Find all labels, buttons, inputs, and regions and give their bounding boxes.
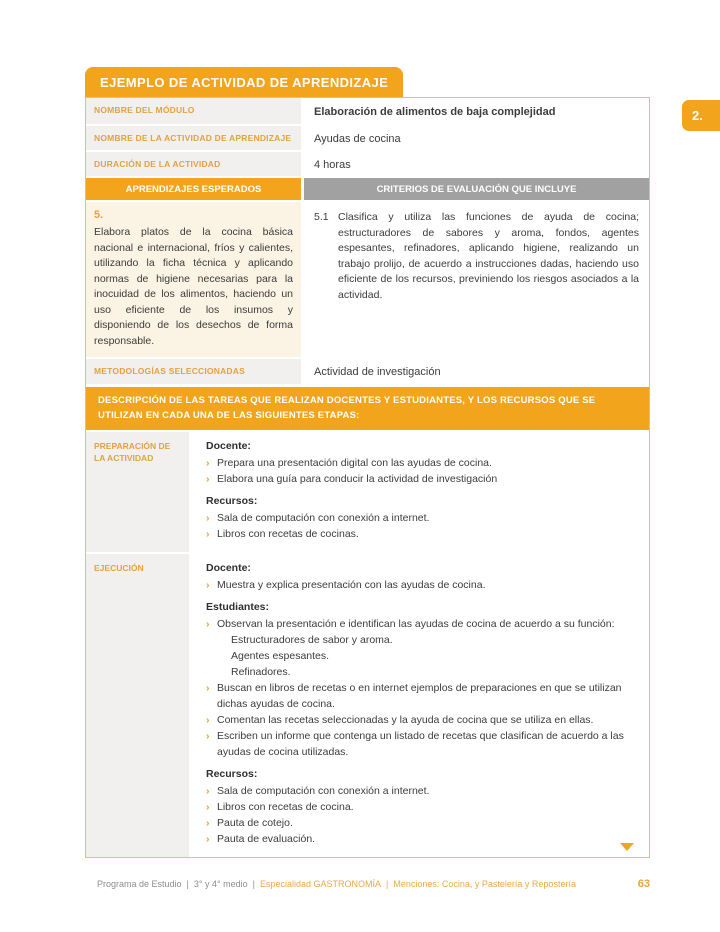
chevron-bullet-icon: ›: [206, 473, 210, 485]
execution-stage-label: EJECUCIÓN: [86, 554, 189, 857]
criterion-text: Clasifica y utiliza las funciones de ayuda de cocina; estructuradores de sabores y aroma, fondos, agentes espesantes, refinadores, aplicando higiene, realizando un trabajo prolijo, de acuerdo a instrucciones dadas, haciendo uso eficiente de los recursos, previniendo los riesgos asociados a la actividad.: [338, 211, 639, 301]
table-row: [86, 357, 649, 384]
table-header-row: [86, 176, 649, 200]
list-item: › Prepara una presentación digital con las ayudas de cocina.: [206, 457, 492, 469]
chapter-number: 2.: [692, 108, 703, 123]
footer-mentions: Menciones: Cocina, y Pastelería y Repostería: [393, 879, 576, 889]
activity-table: [85, 97, 650, 858]
execution-stage-row: [86, 552, 649, 857]
sub-list-item: Estructuradores de sabor y aroma.: [231, 634, 393, 646]
chevron-bullet-icon: ›: [206, 785, 210, 797]
chevron-bullet-icon: ›: [206, 528, 210, 540]
methodologies-label: METODOLOGÍAS SELECCIONADAS: [86, 359, 301, 384]
learning-content-row: [86, 200, 649, 357]
list-item: › Pauta de evaluación.: [206, 833, 316, 845]
chevron-bullet-icon: ›: [206, 833, 210, 845]
docente-heading: Docente:: [206, 440, 251, 452]
chevron-bullet-icon: ›: [206, 457, 210, 469]
table-row: [86, 124, 649, 150]
chevron-bullet-icon: ›: [206, 682, 210, 694]
preparation-stage-body: [189, 432, 649, 552]
table-row: [86, 98, 649, 124]
duration-value: 4 horas: [301, 152, 649, 176]
list-item: › Sala de computación con conexión a internet.: [206, 785, 430, 797]
criterion-cell: [301, 202, 649, 357]
docente-heading: Docente:: [206, 562, 251, 574]
list-item: › Buscan en libros de recetas o en internet ejemplos de preparaciones en que se utilizan dichas ayudas de cocina.: [206, 682, 622, 710]
footer-separator: |: [386, 879, 389, 889]
list-item: › Pauta de cotejo.: [206, 817, 293, 829]
expected-learnings-header: APRENDIZAJES ESPERADOS: [86, 178, 301, 200]
list-item: › Libros con recetas de cocina.: [206, 801, 354, 813]
objective-text: Elabora platos de la cocina básica nacional e internacional, fríos y calientes, utilizando la ficha técnica y aplicando normas de higiene necesarias para la inocuidad de los alimentos, haciendo un uso eficiente de los insumos y disponiendo de los desechos de forma responsable.: [94, 226, 293, 347]
list-item: › Escriben un informe que contenga un listado de recetas que clasifican de acuerdo a las ayudas de cocina utilizadas.: [206, 730, 624, 758]
footer-separator: |: [252, 879, 255, 889]
page-footer: [97, 878, 650, 890]
duration-label: DURACIÓN DE LA ACTIVIDAD: [86, 152, 301, 176]
sub-list-item: Agentes espesantes.: [231, 650, 330, 662]
module-name-value: Elaboración de alimentos de baja complejidad: [301, 98, 649, 124]
list-item: › Muestra y explica presentación con las ayudas de cocina.: [206, 579, 486, 591]
page-number: 63: [637, 878, 650, 890]
footer-specialty: Especialidad GASTRONOMÍA: [259, 879, 382, 889]
list-item: › Sala de computación con conexión a internet.: [206, 512, 430, 524]
module-name-label: NOMBRE DEL MÓDULO: [86, 98, 301, 124]
recursos-heading: Recursos:: [206, 768, 258, 780]
estudiantes-heading: Estudiantes:: [206, 601, 270, 613]
list-item: › Elabora una guía para conducir la actividad de investigación: [206, 473, 498, 485]
footer-program: Programa de Estudio: [97, 879, 182, 889]
chevron-bullet-icon: ›: [206, 730, 210, 742]
methodologies-value: Actividad de investigación: [301, 359, 649, 384]
list-item: › Comentan las recetas seleccionadas y la ayuda de cocina que se utiliza en ellas.: [206, 714, 594, 726]
chevron-bullet-icon: ›: [206, 579, 210, 591]
execution-stage-body: [189, 554, 649, 857]
activity-name-label: NOMBRE DE LA ACTIVIDAD DE APRENDIZAJE: [86, 126, 301, 150]
list-item: › Observan la presentación e identifican las ayudas de cocina de acuerdo a su función:: [206, 618, 615, 630]
objective-cell: [86, 202, 301, 357]
activity-example-title: EJEMPLO DE ACTIVIDAD DE APRENDIZAJE: [85, 67, 403, 97]
tasks-description-banner: DESCRIPCIÓN DE LAS TAREAS QUE REALIZAN DOCENTES Y ESTUDIANTES, Y LOS RECURSOS QUE SE UTILIZAN EN CADA UNA DE LAS SIGUIENTES ETAPAS:: [86, 384, 649, 430]
activity-table-wrap: [85, 97, 650, 858]
list-item: › Libros con recetas de cocinas.: [206, 528, 359, 540]
table-row: [86, 150, 649, 176]
chevron-bullet-icon: ›: [206, 618, 210, 630]
preparation-stage-label: PREPARACIÓN DE LA ACTIVIDAD: [86, 432, 189, 552]
chevron-bullet-icon: ›: [206, 801, 210, 813]
footer-separator: |: [186, 879, 189, 889]
page-continues-icon: [620, 843, 634, 851]
chapter-bookmark-tab: [682, 100, 720, 131]
activity-name-value: Ayudas de cocina: [301, 126, 649, 150]
criterion-number: 5.1: [314, 211, 329, 223]
page-content: [85, 67, 650, 858]
chevron-bullet-icon: ›: [206, 817, 210, 829]
chevron-bullet-icon: ›: [206, 714, 210, 726]
chevron-bullet-icon: ›: [206, 512, 210, 524]
objective-number: 5.: [94, 209, 104, 221]
sub-list-item: Refinadores.: [231, 666, 291, 678]
evaluation-criteria-header: CRITERIOS DE EVALUACIÓN QUE INCLUYE: [301, 178, 649, 200]
preparation-stage-row: [86, 430, 649, 552]
footer-grade: 3° y 4° medio: [193, 879, 248, 889]
recursos-heading: Recursos:: [206, 495, 258, 507]
